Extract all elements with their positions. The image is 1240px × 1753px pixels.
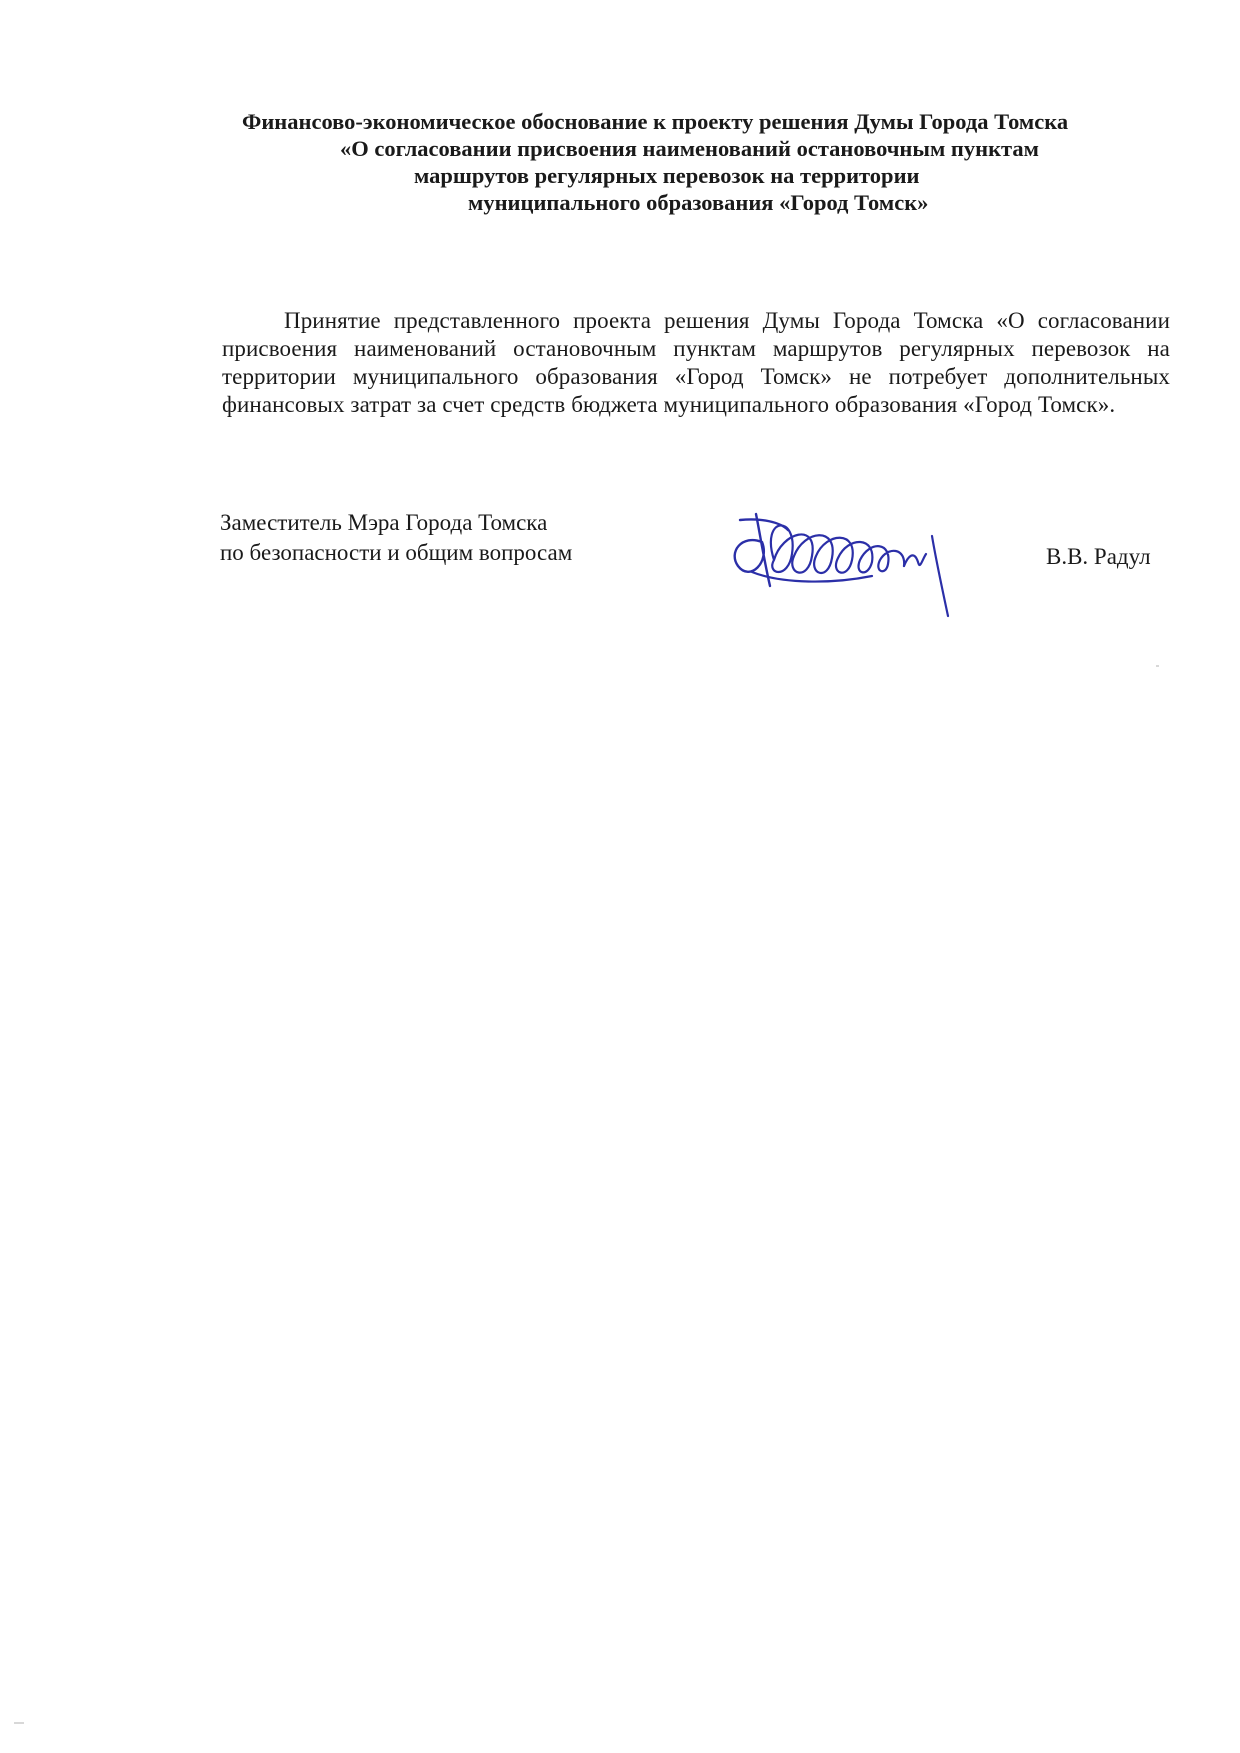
handwritten-signature <box>722 500 984 620</box>
title-line-4: муниципального образования «Город Томск» <box>468 190 929 215</box>
document-title <box>200 108 1180 216</box>
title-line-2: «О согласовании присвоения наименований остановочным пунктам <box>340 136 1039 161</box>
signer-position <box>220 508 572 568</box>
scan-speck <box>14 1722 24 1724</box>
body-paragraph: Принятие представленного проекта решения Думы Города Томска «О согласовании присвоения наименований остановочным пунктам маршрутов регулярных перевозок на территории муниципального образования «Город Томск» не потребует дополнительных финансовых затрат за счет средств бюджета муниципального образования «Город Томск». <box>222 308 1170 417</box>
signer-position-line-2: по безопасности и общим вопросам <box>220 540 573 565</box>
signer-position-line-1: Заместитель Мэра Города Томска <box>220 510 548 535</box>
title-line-1: Финансово-экономическое обоснование к проекту решения Думы Города Томска <box>242 109 1069 134</box>
scan-speck <box>1156 665 1159 667</box>
title-line-3: маршрутов регулярных перевозок на территории <box>414 163 920 188</box>
signer-name: В.В. Радул <box>1046 544 1151 569</box>
